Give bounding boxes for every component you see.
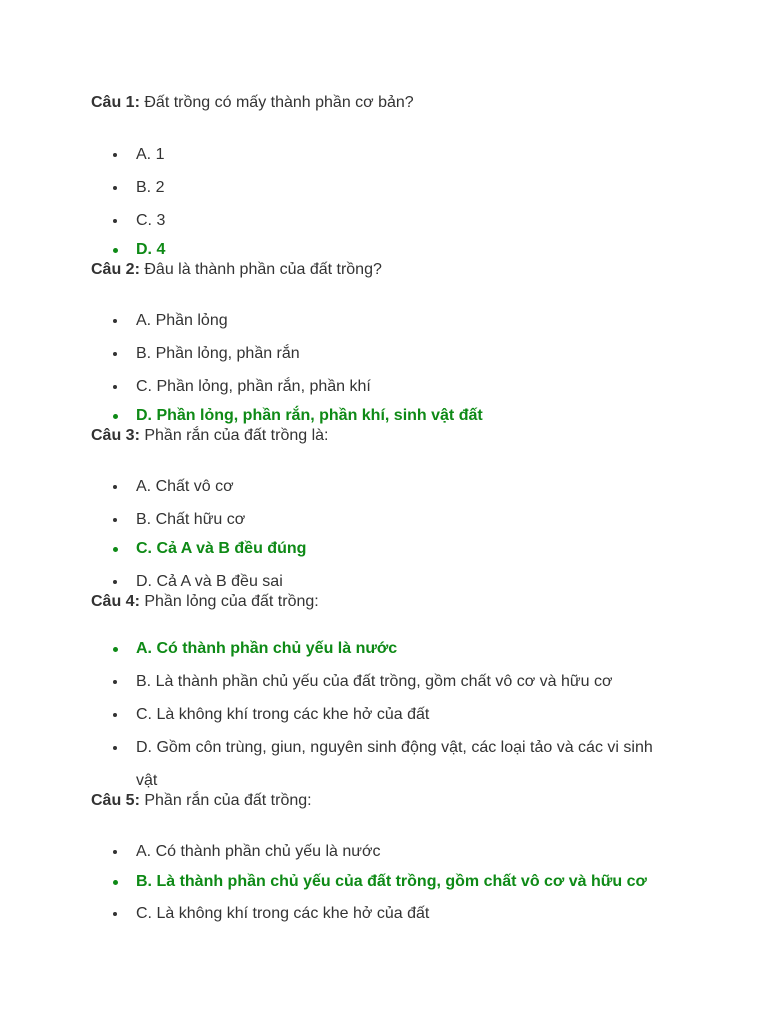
- question-text: Đất trồng có mấy thành phần cơ bản?: [144, 94, 414, 111]
- option-3b: B. Chất hữu cơ: [136, 511, 246, 528]
- question-5: [91, 791, 312, 811]
- question-label: Câu 3:: [91, 427, 140, 444]
- question-4: [91, 592, 319, 612]
- question-3: [91, 426, 328, 446]
- option-5a: A. Có thành phần chủ yếu là nước: [136, 843, 381, 860]
- question-text: Phần rắn của đất trồng là:: [144, 427, 329, 444]
- question-text: Đâu là thành phần của đất trồng?: [144, 261, 382, 278]
- option-4c: C. Là không khí trong các khe hở của đất: [136, 706, 430, 723]
- question-text: Phần rắn của đất trồng:: [144, 792, 312, 809]
- option-2b: B. Phần lỏng, phần rắn: [136, 345, 300, 362]
- option-1a: A. 1: [136, 146, 165, 163]
- option-2a: A. Phần lỏng: [136, 312, 228, 329]
- option-3c-correct: C. Cả A và B đều đúng: [136, 540, 307, 557]
- option-5b-correct: B. Là thành phần chủ yếu của đất trồng, gồm chất vô cơ và hữu cơ: [136, 873, 647, 890]
- option-1d-correct: D. 4: [136, 241, 166, 258]
- question-2: [91, 260, 382, 280]
- option-2d-correct: D. Phần lỏng, phần rắn, phần khí, sinh vật đất: [136, 407, 483, 424]
- option-3d: D. Cả A và B đều sai: [136, 573, 283, 590]
- option-1c: C. 3: [136, 212, 166, 229]
- option-4a-correct: A. Có thành phần chủ yếu là nước: [136, 640, 398, 657]
- option-1b: B. 2: [136, 179, 165, 196]
- question-label: Câu 1:: [91, 94, 140, 111]
- question-text: Phần lỏng của đất trồng:: [144, 593, 319, 610]
- question-label: Câu 5:: [91, 792, 140, 809]
- option-4b: B. Là thành phần chủ yếu của đất trồng, gồm chất vô cơ và hữu cơ: [136, 673, 613, 690]
- option-2c: C. Phần lỏng, phần rắn, phần khí: [136, 378, 371, 395]
- question-1: [91, 93, 414, 113]
- question-label: Câu 2:: [91, 261, 140, 278]
- question-label: Câu 4:: [91, 593, 140, 610]
- option-5c: C. Là không khí trong các khe hở của đất: [136, 905, 430, 922]
- option-3a: A. Chất vô cơ: [136, 478, 234, 495]
- option-4d: D. Gồm côn trùng, giun, nguyên sinh động vật, các loại tảo và các vi sinh vật: [136, 731, 656, 797]
